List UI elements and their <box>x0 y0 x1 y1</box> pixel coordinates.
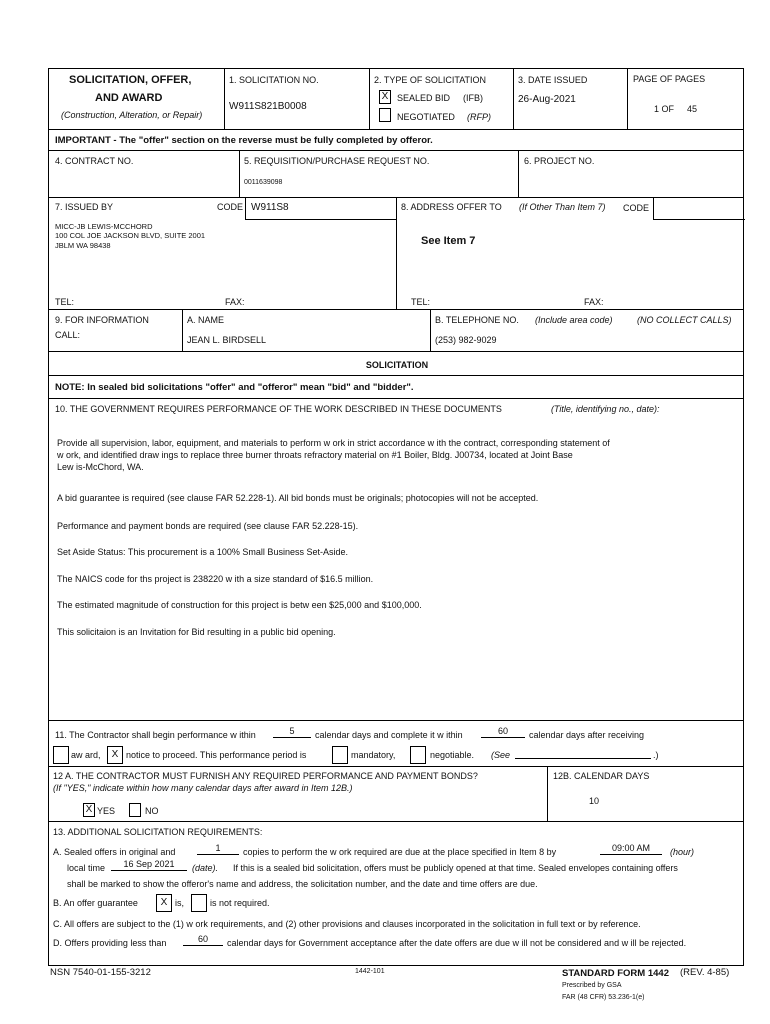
date-issued-label: 3. DATE ISSUED <box>518 75 588 85</box>
item13d-text1: D. Offers providing less than <box>53 938 167 948</box>
guarantee-is-checkbox[interactable]: X <box>156 894 172 912</box>
footer-form: STANDARD FORM 1442 <box>562 968 669 979</box>
footer-code: 1442-101 <box>355 968 385 975</box>
item10-para1-line3: Lew is-McChord, WA. <box>57 462 144 472</box>
item11-text-c: calendar days after receiving <box>529 730 645 740</box>
form-title-line2: AND AWARD <box>95 92 163 104</box>
project-no-label: 6. PROJECT NO. <box>524 156 595 166</box>
item13a-hour: (hour) <box>670 847 695 857</box>
item13-label: 13. ADDITIONAL SOLICITATION REQUIREMENTS: <box>53 827 263 837</box>
fax2-label: FAX: <box>584 297 604 307</box>
footer-prescribed: Prescribed by GSA <box>562 982 622 989</box>
tel-label: TEL: <box>55 297 75 307</box>
address-offer-label: 8. ADDRESS OFFER TO <box>401 202 502 212</box>
divider <box>627 69 628 129</box>
divider <box>369 69 370 129</box>
item10-para4: Set Aside Status: This procurement is a 100% Small Business Set-Aside. <box>57 547 348 557</box>
solicitation-form <box>48 68 744 966</box>
phone-value: (253) 982-9029 <box>435 335 497 345</box>
ntp-label: notice to proceed. This performance period is <box>126 750 307 760</box>
item10-note: (Title, identifying no., date): <box>551 404 660 414</box>
see-end: .) <box>653 750 659 760</box>
sol-no-value: W911S821B0008 <box>229 101 307 112</box>
mandatory-label: mandatory, <box>351 750 396 760</box>
item10-para7: This solicitaion is an Invitation for Bid resulting in a public bid opening. <box>57 627 336 637</box>
requisition-value: 0011639098 <box>244 179 283 186</box>
sealed-bid-checkbox[interactable]: X <box>379 90 391 104</box>
award-label: aw ard, <box>71 750 101 760</box>
item13b-is: is, <box>175 898 184 908</box>
solicitation-heading: SOLICITATION <box>365 360 429 370</box>
item13a-text1: A. Sealed offers in original and <box>53 847 176 857</box>
tel2-label: TEL: <box>411 297 431 307</box>
bonds-yes-checkbox[interactable]: X <box>83 803 95 817</box>
sealed-bid-label: SEALED BID <box>397 93 451 103</box>
item12b-label: 12B. CALENDAR DAYS <box>553 771 650 781</box>
type-label: 2. TYPE OF SOLICITATION <box>374 75 487 85</box>
requisition-label: 5. REQUISITION/PURCHASE REQUEST NO. <box>244 156 430 166</box>
negotiable-checkbox[interactable] <box>410 746 426 764</box>
bonds-no-checkbox[interactable] <box>129 803 141 817</box>
award-checkbox[interactable] <box>53 746 69 764</box>
item13a-text2: copies to perform the w ork required are due at the place specified in Item 8 by <box>243 847 557 857</box>
see-item-7: See Item 7 <box>421 235 476 247</box>
item12b-value: 10 <box>589 796 600 806</box>
pages-label: PAGE OF PAGES <box>633 74 706 84</box>
issued-by-label: 7. ISSUED BY <box>55 202 114 212</box>
item13d-days[interactable]: 60 <box>183 934 223 946</box>
info-call-label2: CALL: <box>55 330 81 340</box>
pages-value: 1 OF <box>654 104 675 114</box>
sealed-bid-abbr: (IFB) <box>463 93 483 103</box>
ntp-checkbox[interactable]: X <box>107 746 123 764</box>
negotiated-label: NEGOTIATED <box>397 112 455 122</box>
item10-label: 10. THE GOVERNMENT REQUIRES PERFORMANCE OF THE WORK DESCRIBED IN THESE DOCUMENTS <box>55 404 502 414</box>
bidder-note: NOTE: In sealed bid solicitations "offer" and "offeror" mean "bid" and "bidder". <box>55 382 414 393</box>
item11-text-a: 11. The Contractor shall begin performance w ithin <box>55 730 256 740</box>
item12a-note: (If "YES," indicate within how many calendar days after award in Item 12B.) <box>53 783 353 793</box>
item12a-label: 12 A. THE CONTRACTOR MUST FURNISH ANY REQUIRED PERFORMANCE AND PAYMENT BONDS? <box>53 771 478 781</box>
footer-nsn: NSN 7540-01-155-3212 <box>50 967 151 978</box>
name-value: JEAN L. BIRDSELL <box>187 335 267 345</box>
item13a-date[interactable]: 16 Sep 2021 <box>111 859 187 871</box>
form-title-line1: SOLICITATION, OFFER, <box>69 74 192 86</box>
item11-days-begin[interactable]: 5 <box>273 726 311 738</box>
footer-far: FAR (48 CFR) 53.236-1(e) <box>562 994 645 1001</box>
form-title-sub: (Construction, Alteration, or Repair) <box>61 110 203 120</box>
name-label: A. NAME <box>187 315 225 325</box>
pages-total: 45 <box>687 104 698 114</box>
item10-para6: The estimated magnitude of construction for this project is betw een $25,000 and $100,000. <box>57 600 422 610</box>
issued-code-label: CODE <box>217 202 244 212</box>
item11-text-b: calendar days and complete it w ithin <box>315 730 463 740</box>
item10-para2: A bid guarantee is required (see clause FAR 52.228-1). All bid bonds must be originals; photocopies will not be accepted. <box>57 493 539 503</box>
item13b-not: is not required. <box>210 898 270 908</box>
info-call-label1: 9. FOR INFORMATION <box>55 315 149 325</box>
issued-code-value: W911S8 <box>251 202 289 213</box>
bonds-no-label: NO <box>145 806 159 816</box>
negotiated-abbr: (RFP) <box>467 112 491 122</box>
divider <box>224 69 225 129</box>
item13d-text2: calendar days for Government acceptance after the date offers are due w ill not be considered and w ill be rejected. <box>227 938 687 948</box>
fax-label: FAX: <box>225 297 245 307</box>
issuer-line2: 100 COL JOE JACKSON BLVD, SUITE 2001 <box>55 231 206 240</box>
see-field[interactable] <box>515 747 651 759</box>
sol-no-label: 1. SOLICITATION NO. <box>229 75 319 85</box>
item10-para3: Performance and payment bonds are required (see clause FAR 52.228-15). <box>57 521 359 531</box>
item13c-text: C. All offers are subject to the (1) w ork requirements, and (2) other provisions and clauses incorporated in the solicitation in full text or by reference. <box>53 919 641 929</box>
item13a-time[interactable]: 09:00 AM <box>600 843 662 855</box>
issuer-line1: MICC-JB LEWIS-MCCHORD <box>55 222 153 231</box>
item10-para5: The NAICS code for ths project is 238220 w ith a size standard of $16.5 million. <box>57 574 374 584</box>
item13a-local: local time <box>67 863 106 873</box>
negotiated-checkbox[interactable] <box>379 108 391 122</box>
negotiable-label: negotiable. <box>430 750 475 760</box>
guarantee-not-checkbox[interactable] <box>191 894 207 912</box>
date-issued-value: 26-Aug-2021 <box>518 94 576 105</box>
see-label: (See <box>491 750 511 760</box>
phone-note1: (Include area code) <box>535 315 613 325</box>
bonds-yes-label: YES <box>97 806 116 816</box>
item10-para1-line2: w ork, and identified draw ings to replace three burner throats refractory material on #1 Boiler, Bldg. J00734, located at Joint Base <box>57 450 573 460</box>
mandatory-checkbox[interactable] <box>332 746 348 764</box>
important-notice: IMPORTANT - The "offer" section on the reverse must be fully completed by offeror. <box>55 135 433 146</box>
issuer-line3: JBLM WA 98438 <box>55 241 111 250</box>
phone-label: B. TELEPHONE NO. <box>435 315 519 325</box>
item13a-copies[interactable]: 1 <box>197 843 239 855</box>
item11-days-complete[interactable]: 60 <box>481 726 525 738</box>
item13a-text3: If this is a sealed bid solicitation, offers must be publicly opened at that time. Sealed envelopes containing offers <box>233 863 678 873</box>
footer-rev: (REV. 4-85) <box>680 967 730 978</box>
item13a-date-label: (date). <box>192 863 219 873</box>
item10-para1-line1: Provide all supervision, labor, equipment, and materials to perform w ork in strict accordance w ith the contract, corresponding statement of <box>57 438 610 448</box>
contract-no-label: 4. CONTRACT NO. <box>55 156 134 166</box>
item13a-text4: shall be marked to show the offeror's name and address, the solicitation number, and the date and time offers are due. <box>67 879 538 889</box>
item13b-text: B. An offer guarantee <box>53 898 138 908</box>
address-code-label: CODE <box>623 203 650 213</box>
address-offer-note: (If Other Than Item 7) <box>519 202 606 212</box>
phone-note2: (NO COLLECT CALLS) <box>637 315 732 325</box>
divider <box>513 69 514 129</box>
